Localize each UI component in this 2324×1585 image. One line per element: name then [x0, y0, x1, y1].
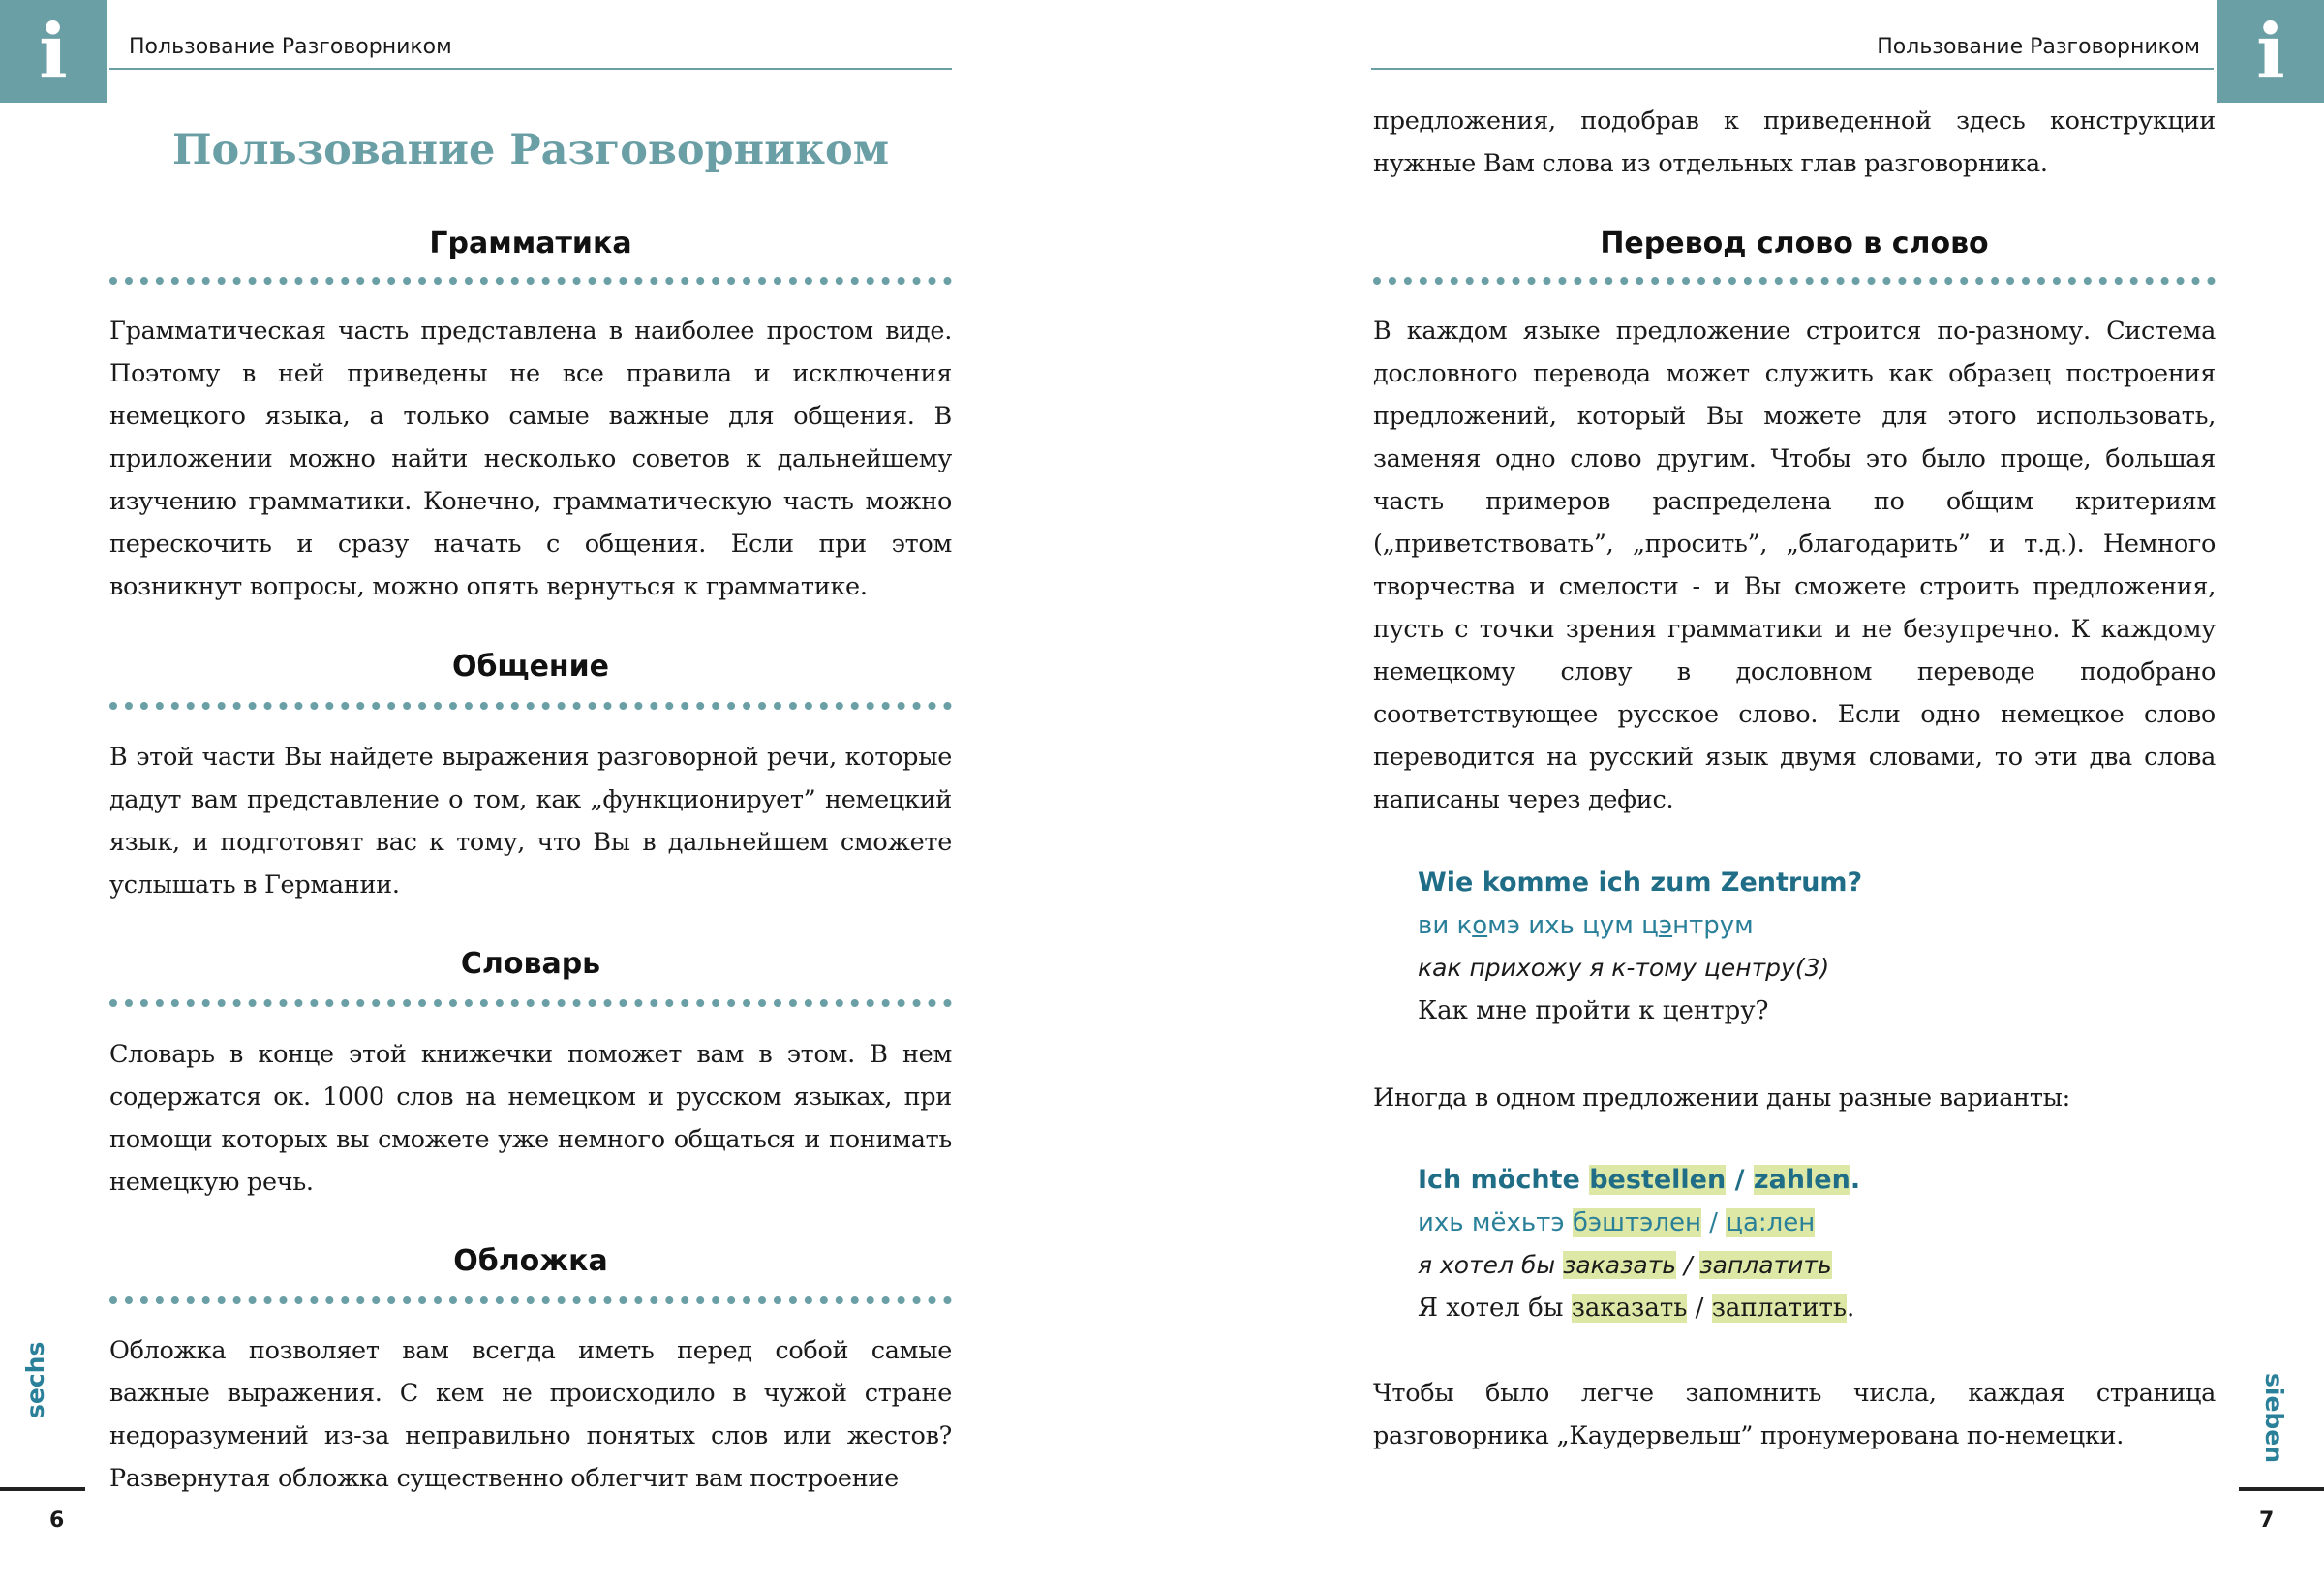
continuation-text: предложения, подобрав к приведенной здесь конструкции нужные Вам слова из отдельных глав разговорника. [1373, 107, 2216, 178]
section-text-communication: В этой части Вы найдете выражения разговорной речи, которые дадут вам представление о том, как „функционирует” немецкий язык, и подготовят вас к тому, что Вы в дальнейшем сможете услышать в Германии. [109, 743, 952, 899]
example-russian: Как мне пройти к центру? [1418, 996, 1769, 1025]
page-number: 6 [49, 1509, 65, 1533]
word-by-word-text: В каждом языке предложение строится по-разному. Система дословного перевода может служить как образец построения предложений, который Вы можете для этого использовать, заменяя одно слово другим. Чтобы это было проще, большая часть примеров распределена по общим критериям („приветствовать”, „просить”, „благодарить” и т.д.). Немного творчества и смелости - и Вы сможете строить предложения, пусть с точки зрения грамматики и не безупречно. К каждому немецкому слову в дословном переводе подобрано соответствующее русское слово. Если одно немецкое слово переводится на русский язык двумя словами, то эти два слова написаны через дефис. [1373, 317, 2216, 814]
example-block-1 [1418, 862, 2192, 1032]
example-literal: я хотел бы заказать / заплатить [1418, 1251, 1832, 1279]
info-icon: i [0, 0, 107, 103]
section-text-dictionary: Словарь в конце этой книжечки поможет вам в этом. В нем содержатся ок. 1000 слов на немецком и русском языках, при помощи которых вы сможете уже немного общаться и понимать немецкую речь. [109, 1040, 952, 1197]
footer-rule [2239, 1487, 2324, 1491]
dotted-divider [109, 999, 952, 1007]
example-literal: как прихожу я к-тому центру(3) [1418, 954, 1830, 982]
running-head: Пользование Разговорником [129, 35, 452, 59]
closing-text: Чтобы было легче запомнить числа, каждая страница разговорника „Каудервельш” пронумерована по-немецки. [1373, 1379, 2216, 1450]
example-german: Ich möchte bestellen / zahlen. [1418, 1165, 1861, 1195]
section-text-grammar: Грамматическая часть представлена в наиболее простом виде. Поэтому в ней приведены не все правила и исключения немецкого языка, а только самые важные для общения. В приложении можно найти несколько советов к дальнейшему изучению грамматики. Конечно, грамматическую часть можно перескочить и сразу начать с общения. Если при этом возникнут вопросы, можно опять вернуться к грамматике. [109, 317, 952, 601]
side-label-sieben: sieben [2260, 1373, 2288, 1464]
dotted-divider [109, 1296, 952, 1304]
section-heading-cover: Обложка [453, 1244, 608, 1278]
section-text-cover: Обложка позволяет вам всегда иметь перед собой самые важные выражения. С кем не происходило в чужой стране недоразумений из-за неправильно понятых слов или жестов? Развернутая обложка существенно облегчит вам построение [109, 1336, 952, 1493]
dotted-divider [1373, 277, 2216, 285]
header-rule [1371, 68, 2214, 70]
info-icon: i [2217, 0, 2324, 103]
section-heading-grammar: Грамматика [429, 227, 632, 260]
side-label-sechs: sechs [21, 1341, 49, 1418]
section-heading-dictionary: Словарь [460, 947, 601, 981]
page-number: 7 [2259, 1509, 2275, 1533]
running-head: Пользование Разговорником [1877, 35, 2200, 59]
dotted-divider [109, 277, 952, 285]
dotted-divider [109, 702, 952, 710]
example-russian: Я хотел бы заказать / заплатить. [1418, 1294, 1855, 1323]
example-block-2 [1418, 1159, 2192, 1329]
example-transcription: ви комэ ихь цум цэнтрум [1418, 911, 1754, 940]
example-transcription: ихь мёхьтэ бэштэлен / ца:лен [1418, 1208, 1816, 1237]
section-heading-word-by-word: Перевод слово в слово [1600, 227, 1989, 260]
example-german: Wie komme ich zum Zentrum? [1418, 868, 1863, 898]
variants-intro: Иногда в одном предложении даны разные варианты: [1373, 1083, 2070, 1113]
page-title: Пользование Разговорником [171, 126, 890, 174]
header-rule [109, 68, 952, 70]
footer-rule [0, 1487, 85, 1491]
right-page [1162, 0, 2324, 1585]
section-heading-communication: Общение [451, 650, 610, 684]
